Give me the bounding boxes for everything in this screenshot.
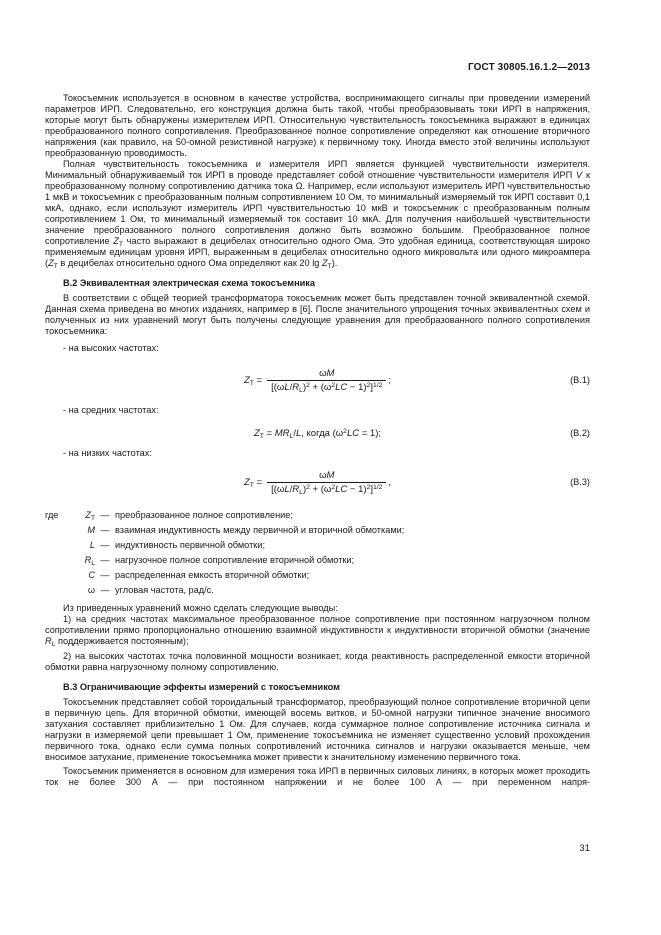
symbol-term: M (87, 525, 95, 535)
section-heading-b2: В.2 Эквивалентная электрическая схема токосъемника (63, 278, 315, 288)
symbol-term: C (88, 570, 95, 580)
where-prefix: где (45, 510, 59, 520)
symbol-definition-row (45, 523, 590, 538)
page-number: 31 (579, 843, 590, 854)
dash: — (100, 540, 110, 550)
symbol-term: L (89, 540, 95, 550)
equation-label-b2: (В.2) (570, 428, 590, 438)
symbol-description: нагрузочное полное сопротивление вторичной обмотки; (115, 555, 355, 565)
fraction-numerator: ωM (319, 367, 335, 379)
equation-b1 (45, 363, 590, 397)
fraction-numerator: ωM (319, 469, 335, 481)
symbol-description: угловая частота, рад/с. (115, 585, 214, 595)
symbol-definition-row (45, 538, 590, 553)
equation-b2-body: $Z_T = MR_L/L$, когда $(\omega^2LC = 1)$; (253, 427, 382, 440)
case-low-frequencies: - на низких частотах: (63, 448, 152, 458)
dash: — (100, 525, 110, 535)
symbol-term: $R_L$ (84, 555, 95, 567)
equation-b3-lhs: $Z_T$ = (243, 476, 263, 489)
equation-label-b3: (В.3) (570, 477, 590, 487)
equation-label-b1: (В.1) (570, 375, 590, 385)
fraction-denominator: $[(\omega L/R_L)^2 + (\omega^2LC - 1)^2]^{1/2}$ (267, 482, 386, 495)
symbol-description: распределенная емкость вторичной обмотки; (115, 570, 310, 580)
conclusion-2: 2) на высоких частотах точка половинной мощности возникает, когда реактивность распределенной емкости вторичной обмотки равна нагрузочному полному сопротивлению. (45, 651, 590, 672)
fraction-denominator: $[(\omega L/R_L)^2 + (\omega^2LC - 1)^2]^{1/2}$ (267, 380, 386, 393)
equation-b2 (45, 424, 590, 442)
case-high-frequencies: - на высоких частотах: (63, 343, 159, 353)
case-mid-frequencies: - на средних частотах: (63, 405, 159, 415)
section-heading-b3: В.3 Ограничивающие эффекты измерений с токосъемником (63, 682, 340, 692)
conclusion-1: 1) на средних частотах максимальное преобразованное полное сопротивление при постоянном нагрузочном полном сопротивлении прямо пропорционально отношению взаимной индуктивности к индуктивности вторичной обмотки (значение $R_L$ поддерживается постоянным); (45, 614, 590, 648)
dash: — (100, 585, 110, 595)
symbol-definitions (45, 508, 590, 598)
dash: — (100, 570, 110, 580)
paragraph-usage: Токосъемник используется в основном в качестве устройства, воспринимающего сигналы при проведении измерений параметров ИРП. Следовательно, его конструкция должна быть такой, чтобы преобразовывать токи ИРП в напряжения, которые могут быть обнаружены измерителем ИРП. Относительную чувствительность токосъемника выражают в единицах преобразованного полного сопротивления. Преобразованное полное сопротивление определяют как отношение вторичного напряжения (как правило, на 50-омной резистивной нагрузке) к первичному току. Иногда вместо этой величины используют преобразованную проводимость. (45, 93, 590, 158)
equation-b1-tail: ; (388, 374, 392, 386)
symbol-definition-row (45, 508, 590, 523)
equation-b1-lhs: $Z_T$ = (243, 374, 263, 387)
equation-b3 (45, 465, 590, 499)
symbol-term: ω (87, 585, 95, 595)
symbol-definition-row (45, 568, 590, 583)
conclusions-intro: Из приведенных уравнений можно сделать следующие выводы: (63, 603, 338, 613)
symbol-description: преобразованное полное сопротивление; (115, 510, 293, 520)
equation-b3-fraction (267, 470, 386, 495)
paragraph-b3-limits: Токосъемник представляет собой тороидальный трансформатор, преобразующий полное сопротивление вторичной цепи в первичную цепь. Для вторичной обмотки, имеющей восемь витков, и 50-омной нагрузки типичное значение вносимого затухания составляет приблизительно 1 Ом. Для случаев, когда суммарное полное сопротивление источника сигнала и нагрузки в измеряемой цепи превышает 1 Ом, применение токосъемника не изменяет существенно условий прохождения первичного тока, однако если сумма полных сопротивлений источника сигналов и нагрузки оказывается меньше, чем вносимое затухание, применение токосъемника может привести к значительному изменению первичного тока. (45, 697, 590, 762)
dash: — (100, 555, 110, 565)
paragraph-b2-intro: В соответствии с общей теорией трансформатора токосъемник может быть представлен точной эквивалентной схемой. Данная схема приведена во многих изданиях, например в [6]. После значительного упрощения точных эквивалентных схем и полученных из них уравнений могут быть получены следующие уравнения для преобразованного полного сопротивления токосъемника: (45, 293, 590, 336)
paragraph-sensitivity: Полная чувствительность токосъемника и измерителя ИРП является функцией чувствительности измерителя. Минимальный обнаруживаемый ток ИРП в проводе представляет собой отношение чувствительности измерителя ИРП V к преобразованному полному сопротивлению датчика тока Ω. Например, если используют измеритель ИРП чувствительностью 1 мкВ и токосъемник с преобразованным полным сопротивлением 10 Ом, то минимальный измеряемый ток ИРП составит 0,1 мкА, однако, если используют измеритель ИРП чувствительностью 10 мкВ и токосъемник с преобразованным полным сопротивлением 1 Ом, то минимальный измеряемый ток составит 10 мкА. Для получения наибольшей чувствительности значение преобразованного полного сопротивления должно быть возможно большим. Преобразованное полное сопротивление $Z_T$ часто выражают в децибелах относительно одного Ома. Это удобная единица, соответствующая широко применяемым единицам уровня ИРП, выраженным в децибелах относительно одного микровольта или одного микроампера ($Z_T$ в децибелах относительно одного Ома определяют как 20 $\lg Z_T$). (45, 159, 591, 270)
symbol-description: индуктивность первичной обмотки; (115, 540, 265, 550)
symbol-definition-row (45, 583, 590, 598)
equation-b3-tail: , (388, 476, 392, 488)
symbol-description: взаимная индуктивность между первичной и вторичной обмотками; (115, 525, 405, 535)
paragraph-b3-application: Токосъемник применяется в основном для измерения тока ИРП в первичных силовых линиях, в которых может проходить ток не более 300 А — при постоянном напряжении и не более 100 А — при переменном напря- (45, 766, 590, 787)
equation-b1-fraction (267, 368, 386, 393)
dash: — (100, 510, 110, 520)
symbol-term: $Z_T$ (85, 510, 95, 522)
symbol-definition-row (45, 553, 590, 568)
document-number: ГОСТ 30805.16.1.2—2013 (467, 62, 590, 73)
